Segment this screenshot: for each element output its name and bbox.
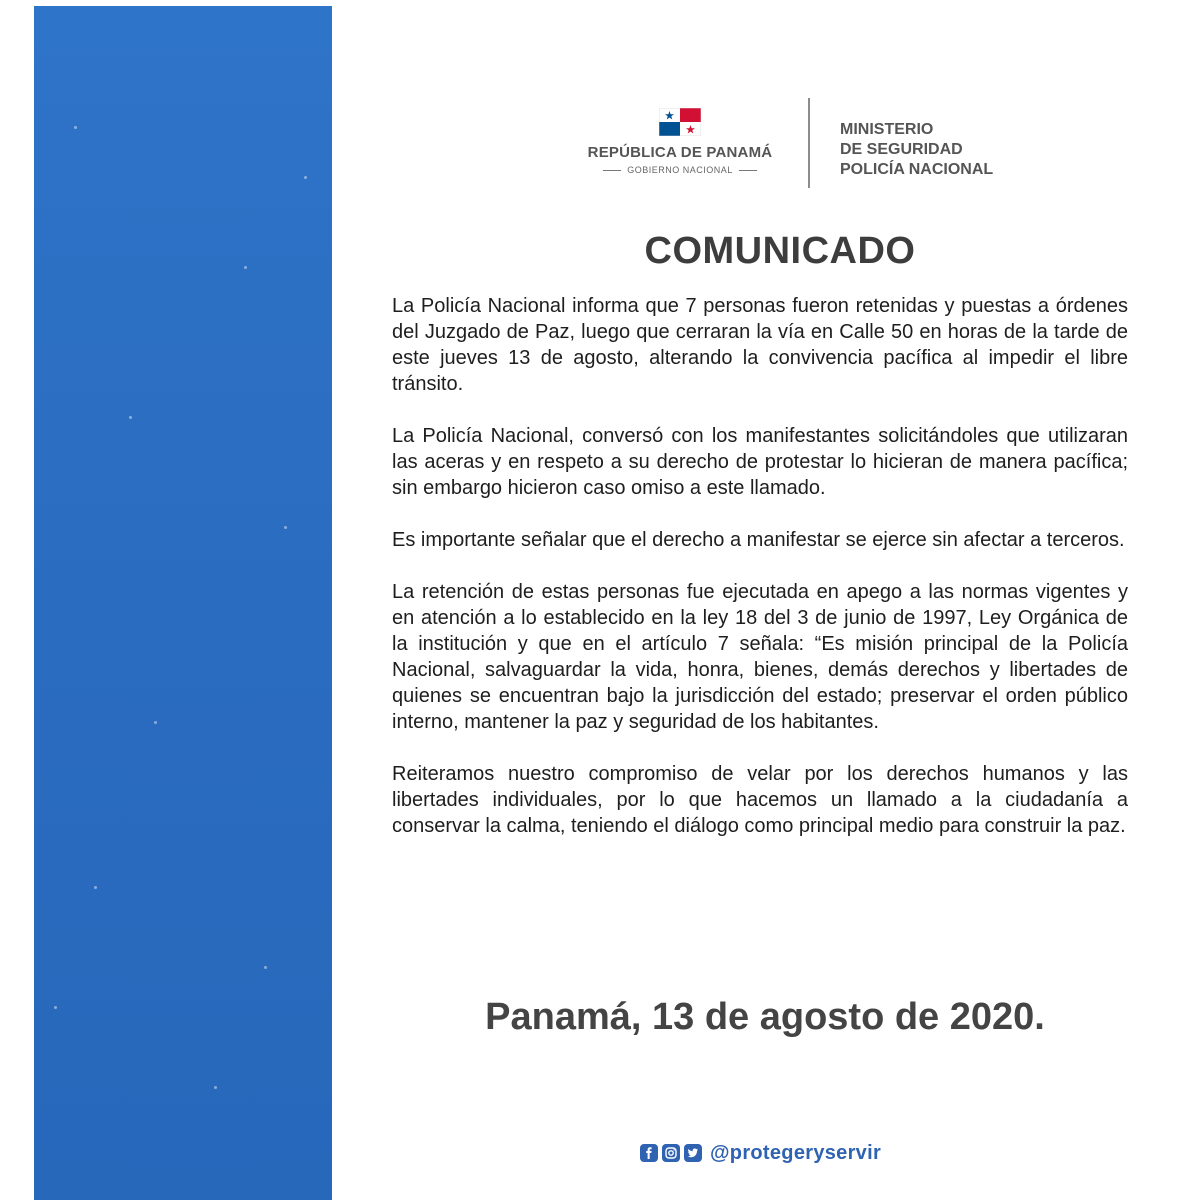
- republica-panama-logo: [570, 108, 790, 188]
- ministerio-logo: [840, 120, 993, 180]
- document-title: COMUNICADO: [644, 230, 916, 272]
- instagram-icon[interactable]: [662, 1144, 680, 1162]
- republica-title: REPÚBLICA DE PANAMÁ: [587, 144, 773, 161]
- facebook-icon[interactable]: [640, 1144, 658, 1162]
- social-footer: [640, 1138, 881, 1168]
- logo-divider: [808, 98, 810, 188]
- twitter-icon[interactable]: [684, 1144, 702, 1162]
- decorative-blue-band: [34, 6, 332, 1200]
- panama-flag-icon: [659, 108, 701, 136]
- gobierno-nacional-label: GOBIERNO NACIONAL: [627, 165, 733, 175]
- paragraph-1: La Policía Nacional informa que 7 personas fueron retenidas y puestas a órdenes del Juzgado de Paz, luego que cerraran la vía en Calle 50 en horas de la tarde de este jueves 13 de agosto, alterando la convivencia pacífica al impedir el libre tránsito.: [392, 295, 1128, 395]
- ministerio-line-3: POLICÍA NACIONAL: [840, 161, 994, 178]
- document-date: Panamá, 13 de agosto de 2020.: [485, 996, 1045, 1038]
- ministerio-line-1: MINISTERIO: [840, 121, 934, 138]
- paragraph-3: Es importante señalar que el derecho a manifestar se ejerce sin afectar a terceros.: [392, 529, 1125, 551]
- paragraph-5: Reiteramos nuestro compromiso de velar por los derechos humanos y las libertades individuales, por lo que hacemos un llamado a la ciudadanía a conservar la calma, teniendo el diálogo como principal medio para construir la paz.: [392, 763, 1128, 837]
- gobierno-nacional-row: [570, 165, 790, 175]
- paragraph-4: La retención de estas personas fue ejecutada en apego a las normas vigentes y en atención a lo establecido en la ley 18 del 3 de junio de 1997, Ley Orgánica de la institución y que en el artículo 7 señala: “Es misión principal de la Policía Nacional, salvaguardar la vida, honra, bienes, demás derechos y libertades de quienes se encuentran bajo la jurisdicción del estado; preservar el orden público interno, mantener la paz y seguridad de los habitantes.: [392, 581, 1128, 733]
- social-handle[interactable]: @protegeryservir: [710, 1141, 882, 1164]
- ministerio-line-2: DE SEGURIDAD: [840, 141, 963, 158]
- paragraph-2: La Policía Nacional, conversó con los manifestantes solicitándoles que utilizaran las aceras y en respeto a su derecho de protestar lo hicieran de manera pacífica; sin embargo hicieron caso omiso a este llamado.: [392, 425, 1128, 499]
- document-body: [392, 293, 1128, 865]
